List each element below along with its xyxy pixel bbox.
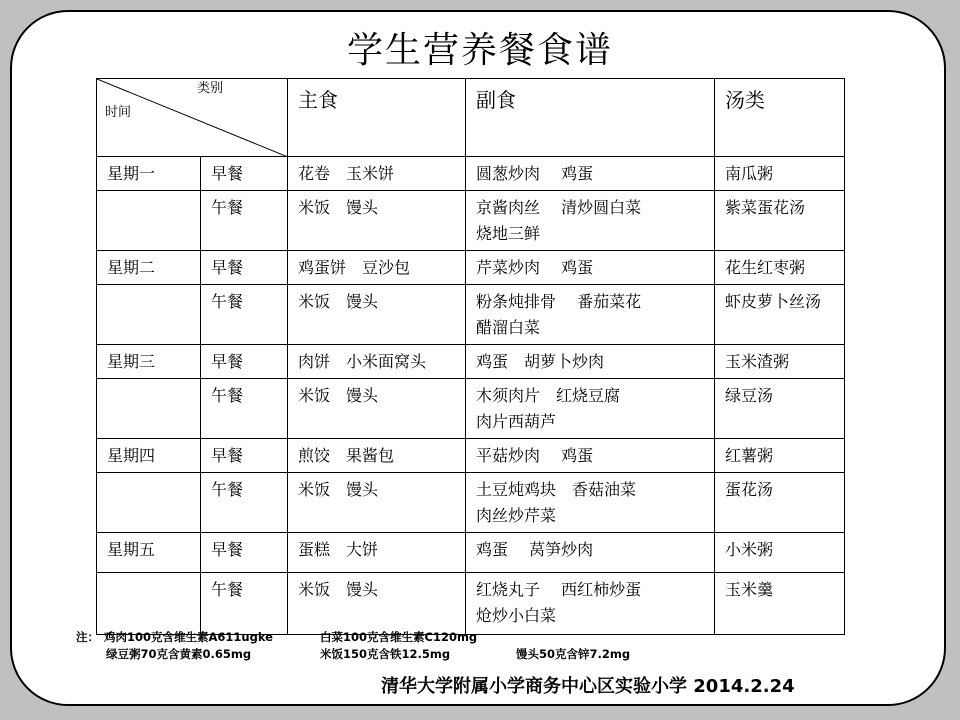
- day-cell: 星期二: [97, 251, 201, 285]
- table-row: [97, 157, 845, 191]
- staple-cell: 花卷 玉米饼: [288, 157, 466, 191]
- nutrition-note: 米饭150克含铁12.5mg: [320, 647, 451, 661]
- side-line-2: 肉丝炒芹菜: [476, 506, 557, 525]
- nutrition-note: 馒头50克含锌7.2mg: [516, 647, 631, 661]
- column-header-side: 副食: [466, 79, 715, 157]
- day-cell: [97, 285, 201, 345]
- table-row: [97, 439, 845, 473]
- soup-cell: 红薯粥: [715, 439, 845, 473]
- page-title: 学生营养餐食谱: [346, 30, 613, 71]
- category-label: 类别: [196, 81, 223, 96]
- meal-cell: 早餐: [201, 439, 288, 473]
- side-line-2: 炝炒小白菜: [476, 606, 557, 625]
- meal-cell: 早餐: [201, 157, 288, 191]
- side-cell: [466, 191, 715, 251]
- day-cell: 星期一: [97, 157, 201, 191]
- meal-cell: 早餐: [201, 533, 288, 573]
- time-label: 时间: [105, 105, 132, 120]
- side-cell: [466, 473, 715, 533]
- soup-cell: 小米粥: [715, 533, 845, 573]
- day-cell: [97, 473, 201, 533]
- meal-cell: 早餐: [201, 345, 288, 379]
- school-footer: 清华大学附属小学商务中心区实验小学 2014.2.24: [381, 676, 795, 697]
- table-row: [97, 251, 845, 285]
- notes-prefix: 注：: [76, 630, 99, 644]
- meal-cell: 午餐: [201, 379, 288, 439]
- nutrition-note: 鸡肉100克含维生素A611ugke: [104, 630, 273, 644]
- day-cell: [97, 191, 201, 251]
- staple-cell: 米饭 馒头: [288, 191, 466, 251]
- soup-cell: 花生红枣粥: [715, 251, 845, 285]
- nutrition-note: 白菜100克含维生素C120mg: [320, 630, 478, 644]
- table-row: [97, 345, 845, 379]
- side-cell: 圆葱炒肉 鸡蛋: [466, 157, 715, 191]
- side-cell: 平菇炒肉 鸡蛋: [466, 439, 715, 473]
- soup-cell: 蛋花汤: [715, 473, 845, 533]
- side-line-2: 醋溜白菜: [476, 318, 541, 337]
- soup-cell: 虾皮萝卜丝汤: [715, 285, 845, 345]
- table-row: [97, 473, 845, 533]
- table-header-row: [97, 79, 845, 157]
- table-row: [97, 191, 845, 251]
- menu-table: [96, 78, 845, 635]
- side-line-1: 京酱肉丝 清炒圆白菜: [476, 198, 642, 217]
- staple-cell: 煎饺 果酱包: [288, 439, 466, 473]
- staple-cell: 米饭 馒头: [288, 285, 466, 345]
- side-cell: [466, 379, 715, 439]
- soup-cell: 绿豆汤: [715, 379, 845, 439]
- meal-cell: 早餐: [201, 251, 288, 285]
- side-cell: 芹菜炒肉 鸡蛋: [466, 251, 715, 285]
- day-cell: 星期三: [97, 345, 201, 379]
- meal-cell: 午餐: [201, 191, 288, 251]
- side-cell: [466, 285, 715, 345]
- soup-cell: 玉米羹: [715, 573, 845, 635]
- table-row: [97, 285, 845, 345]
- table-row: [97, 379, 845, 439]
- side-line-1: 木须肉片 红烧豆腐: [476, 386, 621, 405]
- staple-cell: 鸡蛋饼 豆沙包: [288, 251, 466, 285]
- staple-cell: 米饭 馒头: [288, 473, 466, 533]
- staple-cell: 肉饼 小米面窝头: [288, 345, 466, 379]
- side-line-2: 烧地三鲜: [476, 224, 541, 243]
- staple-cell: 蛋糕 大饼: [288, 533, 466, 573]
- soup-cell: 紫菜蛋花汤: [715, 191, 845, 251]
- side-line-2: 肉片西葫芦: [476, 412, 557, 431]
- meal-cell: 午餐: [201, 473, 288, 533]
- meal-cell: 午餐: [201, 285, 288, 345]
- side-line-1: 土豆炖鸡块 香菇油菜: [476, 480, 637, 499]
- soup-cell: 南瓜粥: [715, 157, 845, 191]
- table-row: [97, 533, 845, 573]
- day-cell: 星期五: [97, 533, 201, 573]
- side-cell: 鸡蛋 莴笋炒肉: [466, 533, 715, 573]
- staple-cell: 米饭 馒头: [288, 379, 466, 439]
- diagonal-header-cell: [97, 79, 288, 157]
- side-cell: 鸡蛋 胡萝卜炒肉: [466, 345, 715, 379]
- side-line-1: 粉条炖排骨 番茄菜花: [476, 292, 642, 311]
- day-cell: [97, 573, 201, 635]
- soup-cell: 玉米渣粥: [715, 345, 845, 379]
- side-cell: [466, 573, 715, 635]
- table-row: [97, 573, 845, 635]
- side-line-1: 红烧丸子 西红柿炒蛋: [476, 580, 642, 599]
- nutrition-note: 绿豆粥70克含黄素0.65mg: [106, 647, 252, 661]
- day-cell: 星期四: [97, 439, 201, 473]
- day-cell: [97, 379, 201, 439]
- meal-cell: 午餐: [201, 573, 288, 635]
- staple-cell: 米饭 馒头: [288, 573, 466, 635]
- column-header-soup: 汤类: [715, 79, 845, 157]
- column-header-staple: 主食: [288, 79, 466, 157]
